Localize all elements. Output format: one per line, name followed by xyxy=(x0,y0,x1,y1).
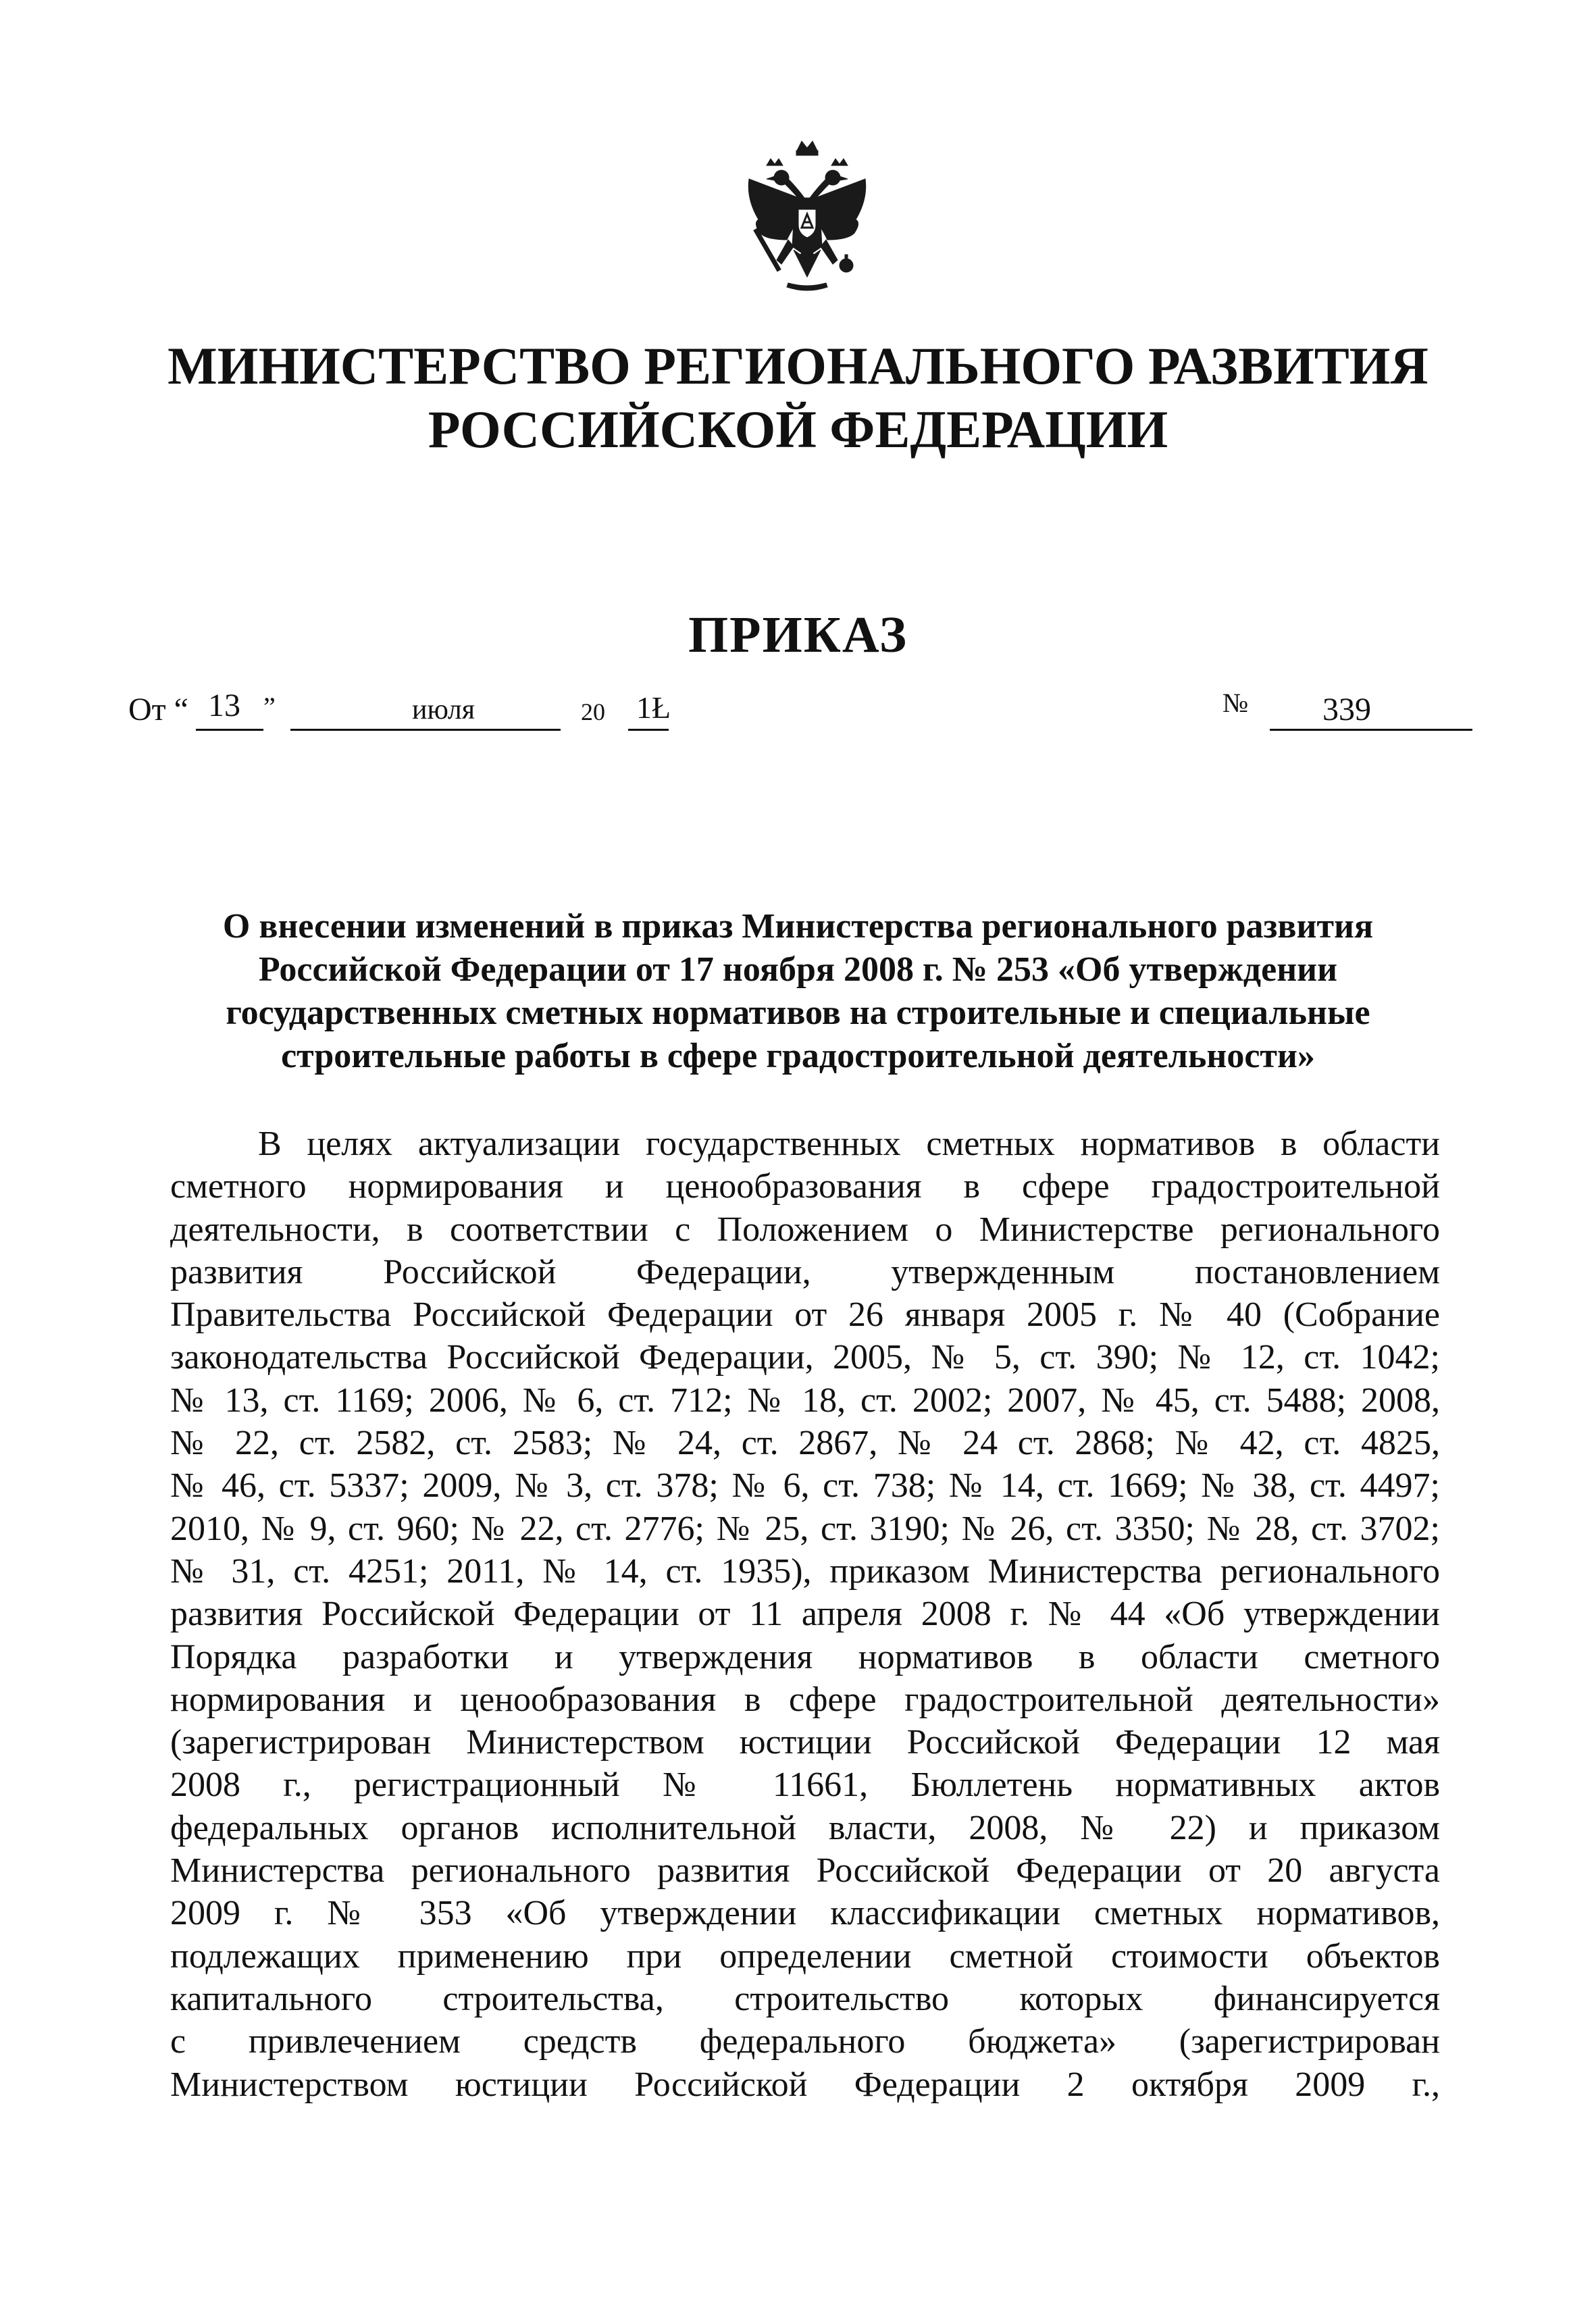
order-title-line: О внесении изменений в приказ Министерства регионального развития xyxy=(222,907,1374,946)
body-line: № 31, ст. 4251; 2011, № 14, ст. 1935), приказом Министерства регионального xyxy=(170,1551,1440,1591)
body-line: 2009 г. № 353 «Об утверждении классификации сметных нормативов, xyxy=(170,1894,1440,1933)
order-title-line: строительные работы в сфере градостроительной деятельности» xyxy=(281,1037,1315,1075)
date-month: июля xyxy=(412,694,475,725)
order-title-line: Российской Федерации от 17 ноября 2008 г. № 253 «Об утверждении xyxy=(258,950,1338,989)
month-underline xyxy=(290,729,561,731)
ministry-name xyxy=(135,334,1461,461)
body-line: деятельности, в соответствии с Положением о Министерстве регионального xyxy=(170,1210,1440,1249)
body-line: № 13, ст. 1169; 2006, № 6, ст. 712; № 18, ст. 2002; 2007, № 45, ст. 5488; 2008, xyxy=(170,1381,1440,1420)
body-line: подлежащих применению при определении сметной стоимости объектов xyxy=(170,1936,1440,1976)
document-number: 339 xyxy=(1322,692,1371,727)
body-line: федеральных органов исполнительной власти, 2008, № 22) и приказом xyxy=(170,1808,1440,1847)
date-number-line xyxy=(128,688,1479,745)
document-type-title: ПРИКАЗ xyxy=(688,607,908,663)
year-underline xyxy=(628,729,669,731)
order-title xyxy=(176,905,1420,1078)
body-line: законодательства Российской Федерации, 2005, № 5, ст. 390; № 12, ст. 1042; xyxy=(170,1338,1440,1377)
body-line: 2010, № 9, ст. 960; № 22, ст. 2776; № 25, ст. 3190; № 26, ст. 3350; № 28, ст. 3702; xyxy=(170,1509,1440,1548)
body-line: нормирования и ценообразования в сфере градостроительной деятельности» xyxy=(170,1680,1440,1719)
body-line: (зарегистрирован Министерством юстиции Российской Федерации 12 мая xyxy=(170,1723,1440,1762)
body-line: развития Российской Федерации от 11 апреля 2008 г. № 44 «Об утверждении xyxy=(170,1595,1440,1634)
date-day: 13 xyxy=(208,688,240,723)
date-quote-close: ” xyxy=(263,692,276,722)
body-line: Министерством юстиции Российской Федерации 2 октября 2009 г., xyxy=(170,2065,1440,2104)
body-line: сметного нормирования и ценообразования в сфере градостроительной xyxy=(170,1167,1440,1206)
body-line: Правительства Российской Федерации от 26 января 2005 г. № 40 (Собрание xyxy=(170,1295,1440,1335)
ministry-name-line-1: МИНИСТЕРСТВО РЕГИОНАЛЬНОГО РАЗВИТИЯ xyxy=(168,336,1428,395)
body-line: № 22, ст. 2582, ст. 2583; № 24, ст. 2867, № 24 ст. 2868; № 42, ст. 4825, xyxy=(170,1424,1440,1463)
number-label: № xyxy=(1222,688,1249,718)
coat-of-arms-emblem xyxy=(740,138,875,294)
body-line: с привлечением средств федерального бюджета» (зарегистрирован xyxy=(170,2022,1440,2061)
date-year-prefix: 20 xyxy=(581,698,605,725)
body-paragraph xyxy=(170,1123,1440,2106)
body-line: № 46, ст. 5337; 2009, № 3, ст. 378; № 6, ст. 738; № 14, ст. 1669; № 38, ст. 4497; xyxy=(170,1466,1440,1506)
body-line: Порядка разработки и утверждения нормативов в области сметного xyxy=(170,1637,1440,1676)
body-line: Министерства регионального развития Российской Федерации от 20 августа xyxy=(170,1851,1440,1891)
order-title-line: государственных сметных нормативов на строительные и специальные xyxy=(226,994,1370,1032)
number-underline xyxy=(1270,729,1472,731)
day-underline xyxy=(196,729,263,731)
body-line: В целях актуализации государственных сметных нормативов в области xyxy=(258,1125,1440,1163)
body-line: развития Российской Федерации, утвержденным постановлением xyxy=(170,1252,1440,1291)
body-line: 2008 г., регистрационный № 11661, Бюллетень нормативных актов xyxy=(170,1766,1440,1805)
date-year-suffix: 1Ł xyxy=(636,690,671,725)
date-prefix: От “ xyxy=(128,692,188,727)
ministry-name-line-2: РОССИЙСКОЙ ФЕДЕРАЦИИ xyxy=(428,400,1168,459)
body-line: капитального строительства, строительство которых финансируется xyxy=(170,1979,1440,2018)
